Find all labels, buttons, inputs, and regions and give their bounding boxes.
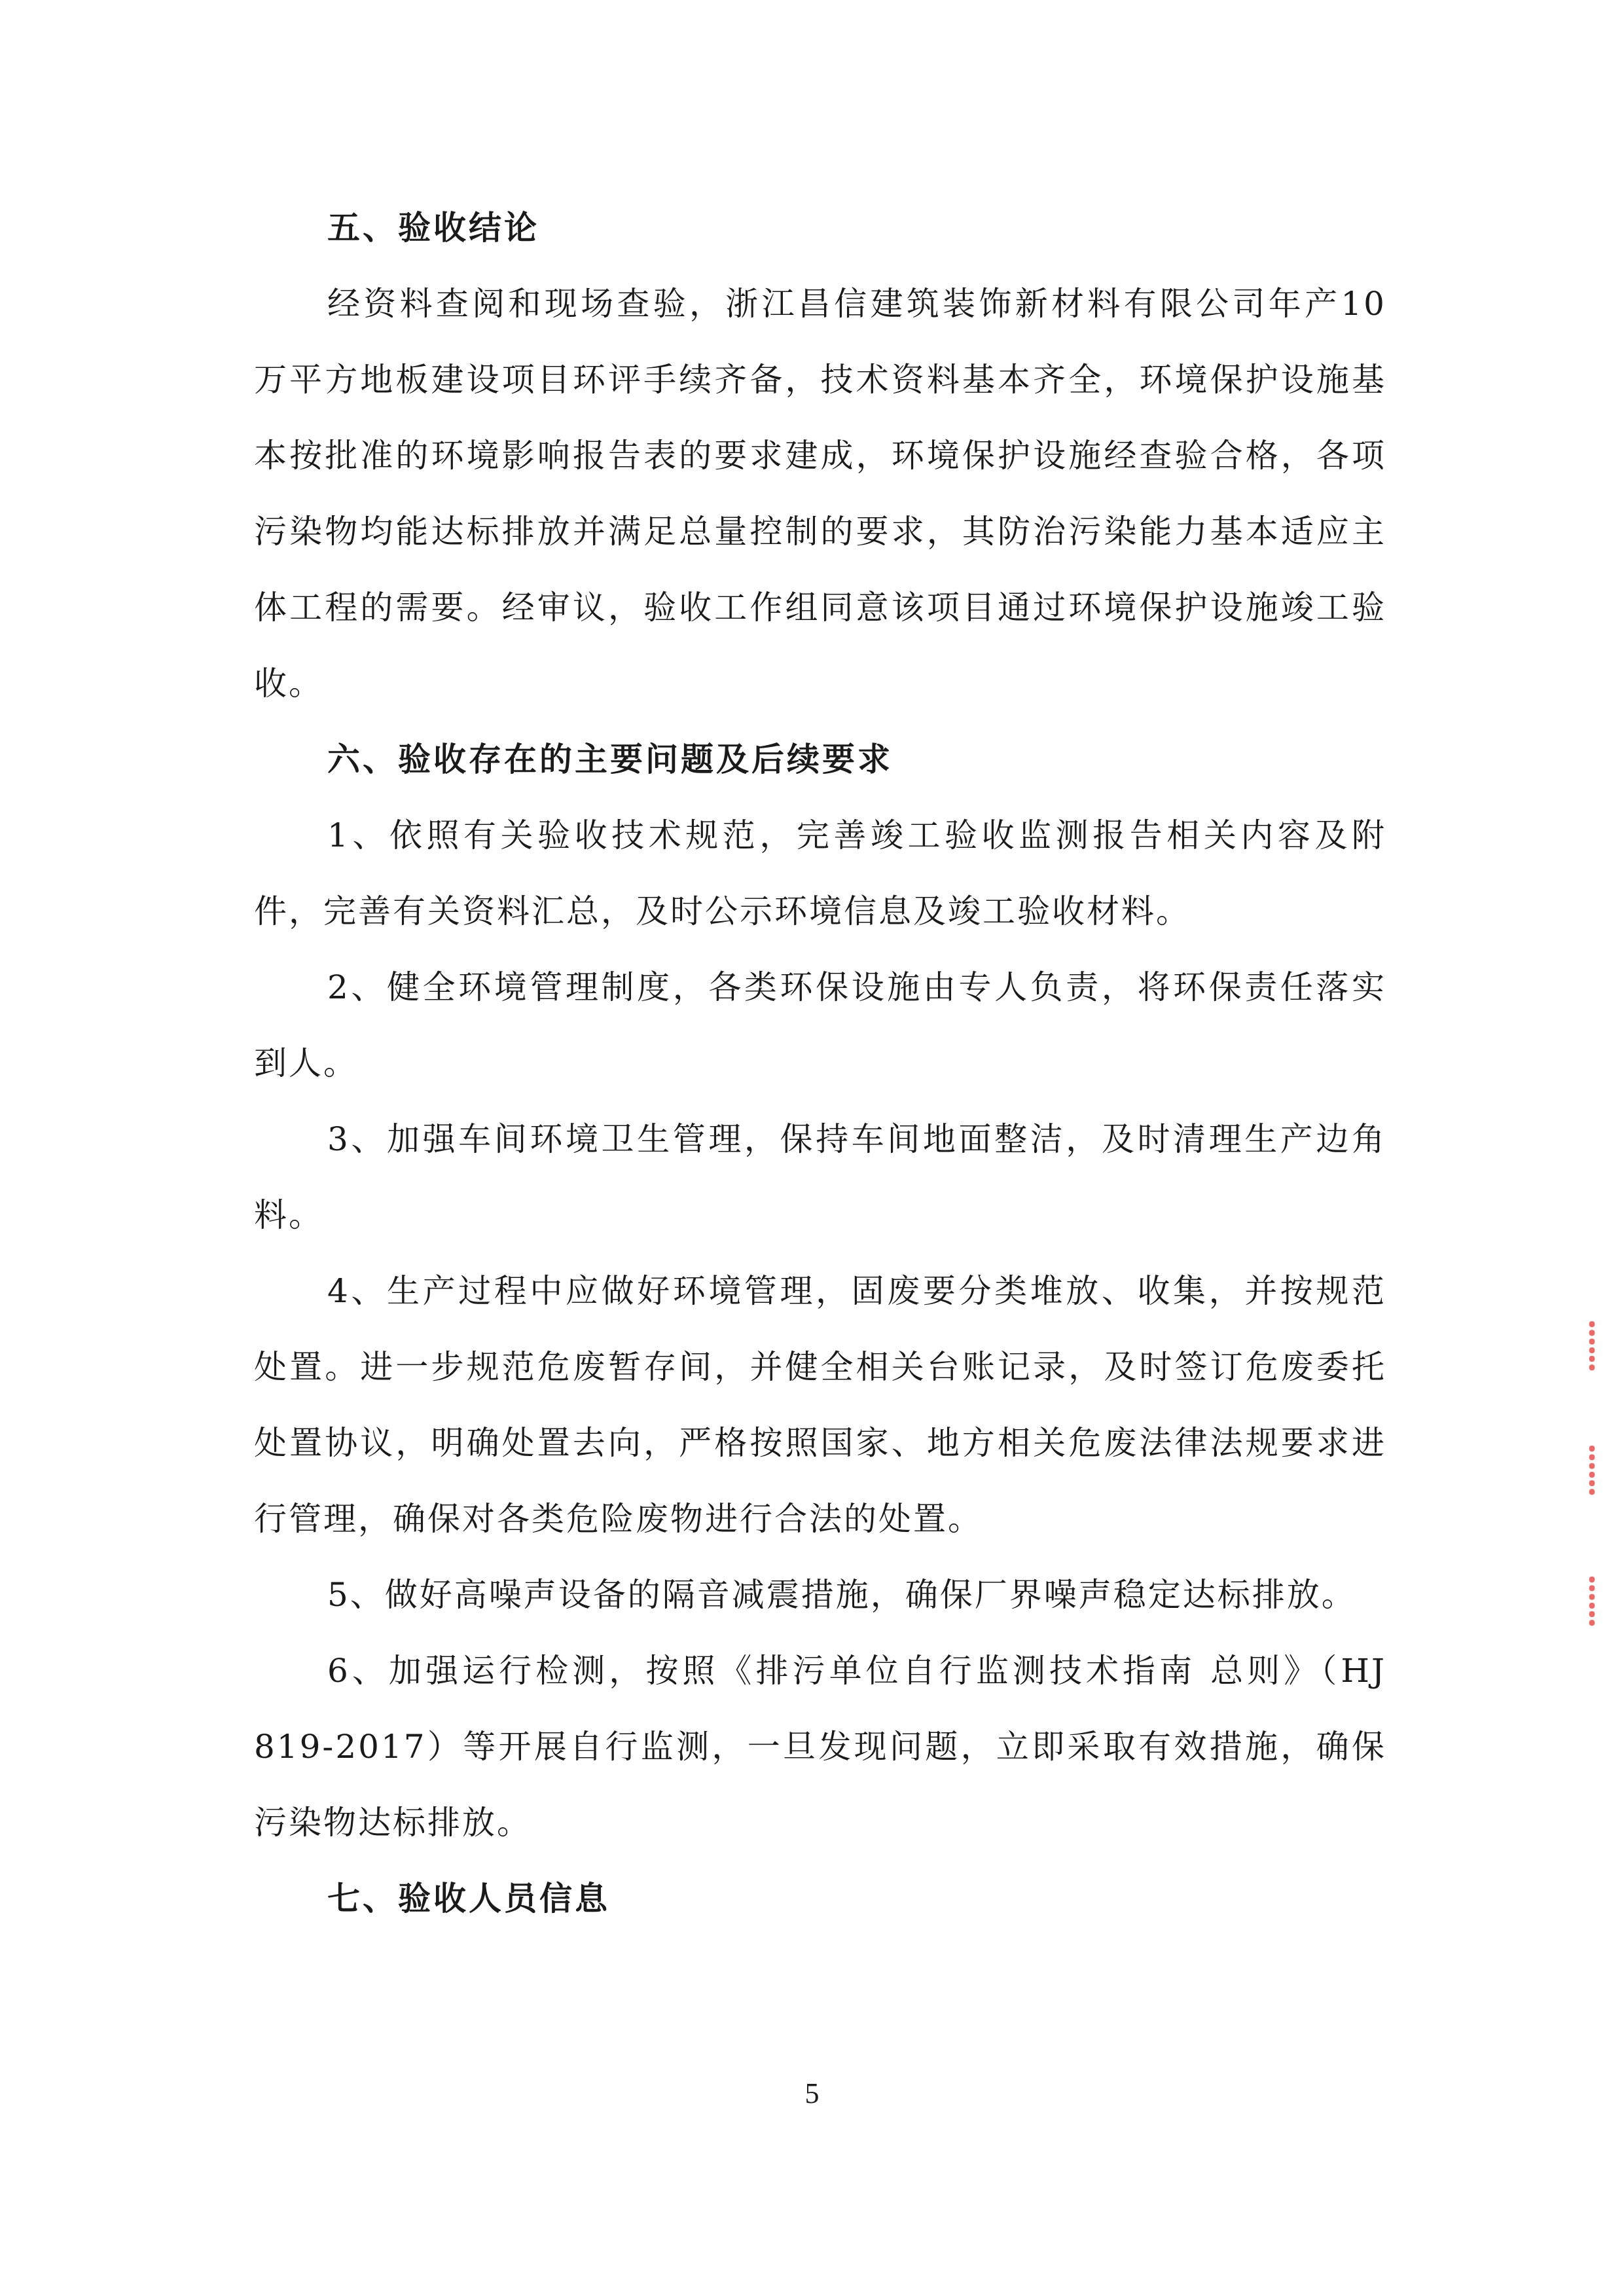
page-number: 5 <box>804 2077 820 2109</box>
document-body <box>254 190 1386 1937</box>
conclusion-paragraph: 经资料查阅和现场查验，浙江昌信建筑装饰新材料有限公司年产10 万平方地板建设项目环评手续齐备，技术资料基本齐全，环境保护设施基本按批准的环境影响报告表的要求建成，环境保护设施经查验合格，各项污染物均能达标排放并满足总量控制的要求，其防治污染能力基本适应主体工程的需要。经审议，验收工作组同意该项目通过环境保护设施竣工验收。 <box>254 285 1386 702</box>
requirement-item-1: 1、依照有关验收技术规范，完善竣工验收监测报告相关内容及附件，完善有关资料汇总，及时公示环境信息及竣工验收材料。 <box>254 816 1386 930</box>
section-heading-issues: 六、验收存在的主要问题及后续要求 <box>327 740 893 778</box>
requirement-item-2: 2、健全环境管理制度，各类环保设施由专人负责，将环保责任落实到人。 <box>254 968 1386 1082</box>
seal-mark: ⸽ <box>1586 1319 1598 1372</box>
seal-mark: ⸽ <box>1586 1574 1598 1628</box>
seal-mark: ⸽ <box>1586 1443 1598 1497</box>
seal-stamp-fragment <box>1581 1303 1624 1669</box>
requirement-item-6: 6、加强运行检测，按照《排污单位自行监测技术指南 总则》（HJ 819-2017）等开展自行监测，一旦发现问题，立即采取有效措施，确保污染物达标排放。 <box>254 1652 1386 1842</box>
requirement-item-4: 4、生产过程中应做好环境管理，固废要分类堆放、收集，并按规范处置。进一步规范危废暂存间，并健全相关台账记录，及时签订危废委托处置协议，明确处置去向，严格按照国家、地方相关危废法律法规要求进行管理，确保对各类危险废物进行合法的处置。 <box>254 1272 1386 1538</box>
requirement-item-5: 5、做好高噪声设备的隔音减震措施，确保厂界噪声稳定达标排放。 <box>327 1576 1356 1614</box>
section-heading-conclusion: 五、验收结论 <box>327 208 539 247</box>
section-heading-personnel: 七、验收人员信息 <box>327 1879 610 1918</box>
requirement-item-3: 3、加强车间环境卫生管理，保持车间地面整洁，及时清理生产边角料。 <box>254 1120 1386 1234</box>
